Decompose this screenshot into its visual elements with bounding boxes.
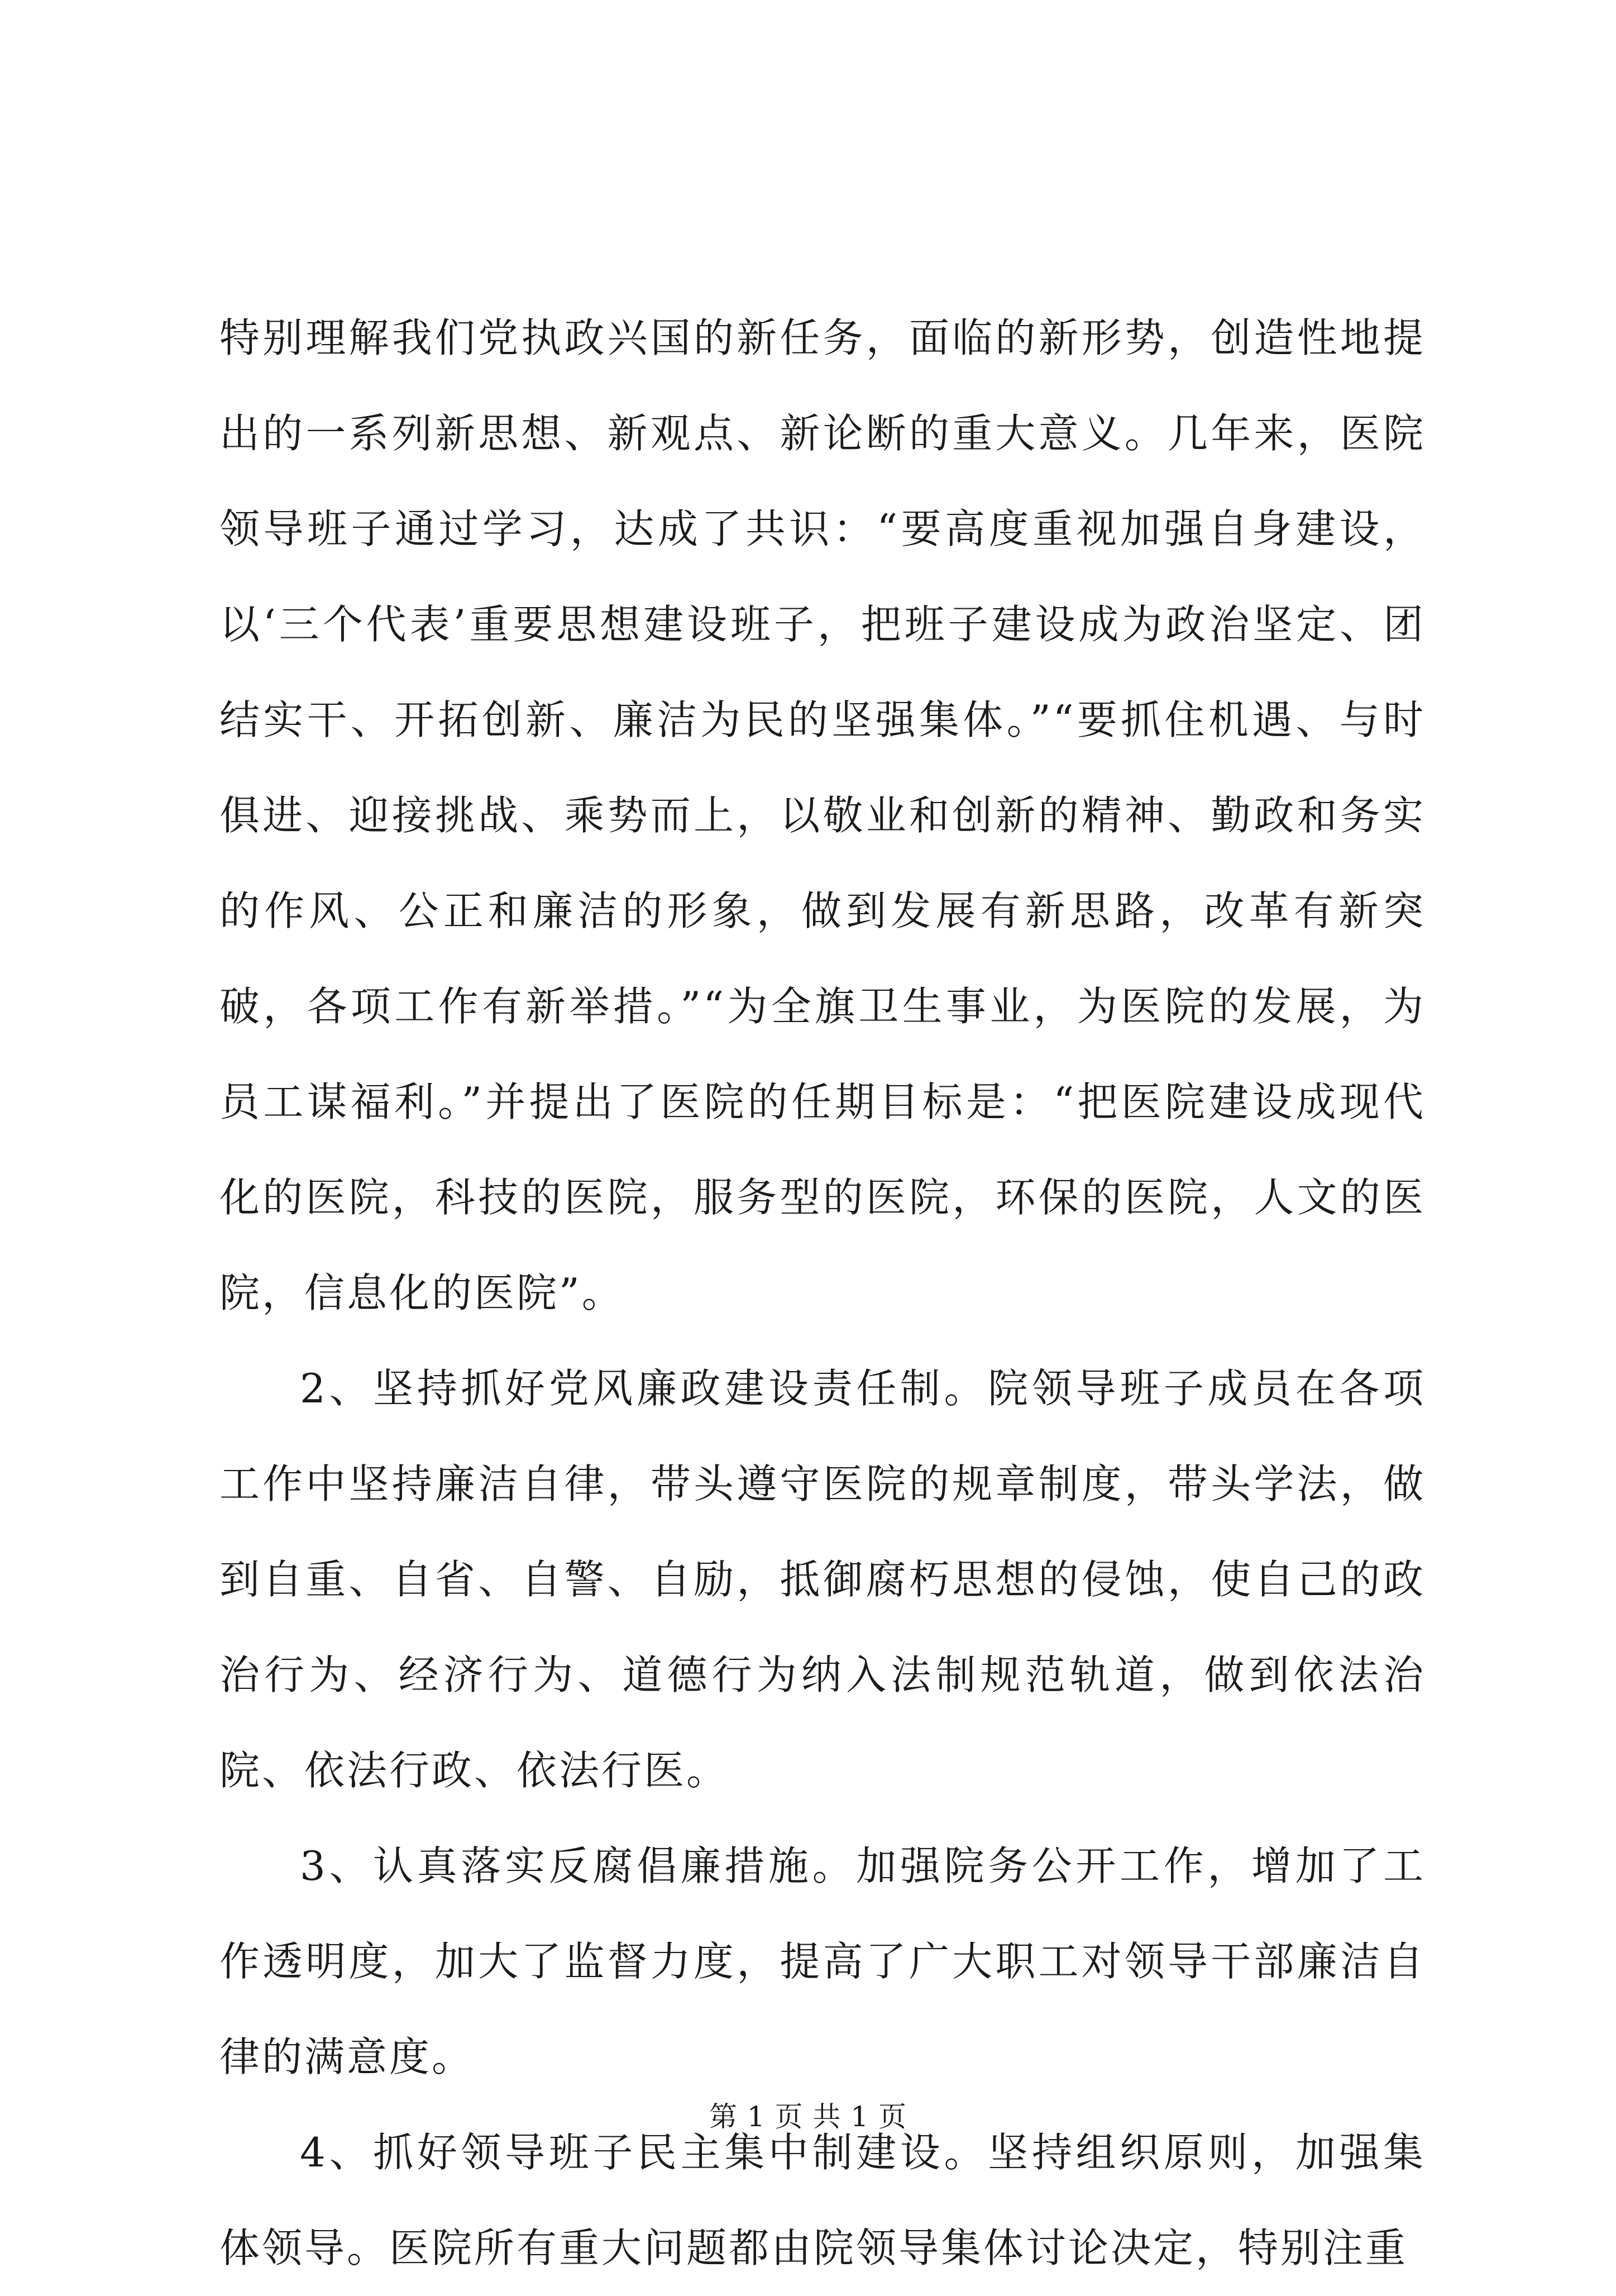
paragraph-intro: 特别理解我们党执政兴国的新任务，面临的新形势，创造性地提出的一系列新思想、新观点、新论断的重大意义。几年来，医院领导班子通过学习，达成了共识：“要高度重视加强自身建设，以‘三个代表’重要思想建设班子，把班子建设成为政治坚定、团结实干、开拓创新、廉洁为民的坚强集体。”“要抓住机遇、与时俱进、迎接挑战、乘势而上，以敬业和创新的精神、勤政和务实的作风、公正和廉洁的形象，做到发展有新思路，改革有新突破，各项工作有新举措。”“为全旗卫生事业，为医院的发展，为员工谋福利。”并提出了医院的任期目标是：“把医院建设成现代化的医院，科技的医院，服务型的医院，环保的医院，人文的医院，信息化的医院”。 bbox=[219, 314, 1426, 1316]
paragraph-item-4: 4、抓好领导班子民主集中制建设。坚持组织原则，加强集体领导。医院所有重大问题都由院领导集体讨论决定，特别注重 bbox=[219, 2129, 1426, 2271]
paragraph-item-3: 3、认真落实反腐倡廉措施。加强院务公开工作，增加了工作透明度，加大了监督力度，提高了广大职工对领导干部廉洁自律的满意度。 bbox=[219, 1842, 1426, 2080]
document-body bbox=[219, 290, 1426, 2296]
page-footer: 第 1 页 共 1 页 bbox=[709, 2101, 907, 2133]
paragraph-item-2: 2、坚持抓好党风廉政建设责任制。院领导班子成员在各项工作中坚持廉洁自律，带头遵守医院的规章制度，带头学法，做到自重、自省、自警、自励，抵御腐朽思想的侵蚀，使自己的政治行为、经济行为、道德行为纳入法制规范轨道，做到依法治院、依法行政、依法行医。 bbox=[219, 1365, 1426, 1794]
